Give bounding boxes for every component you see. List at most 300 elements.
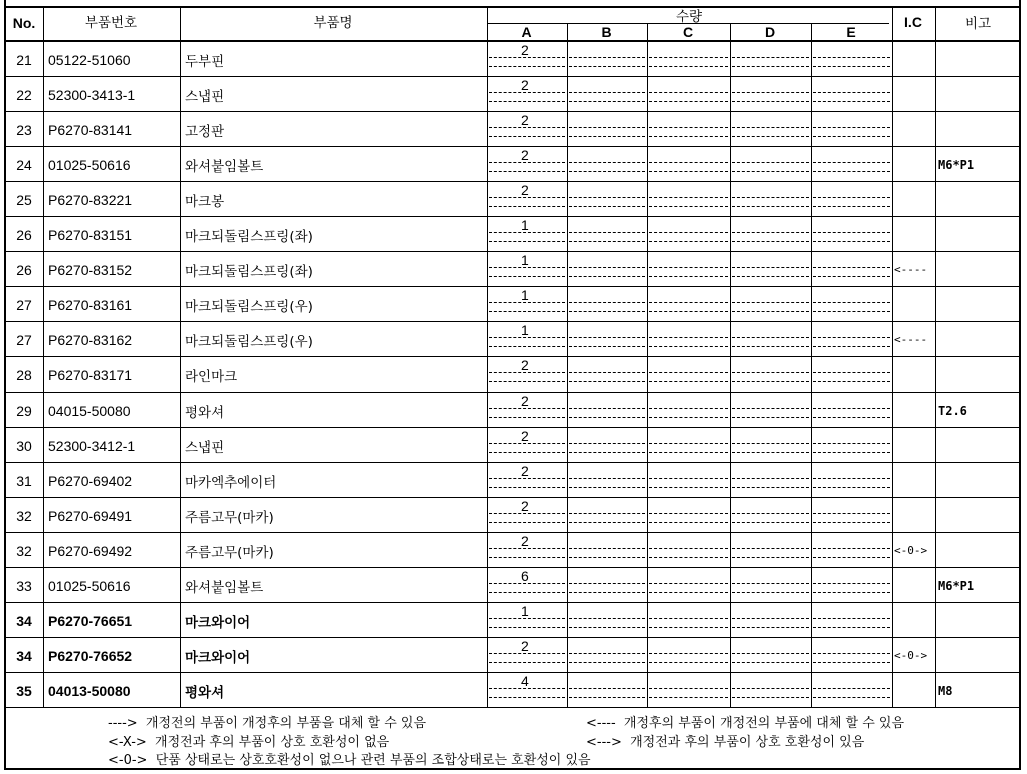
qty-dashed-line (813, 241, 890, 242)
qty-dashed-line (813, 452, 890, 453)
qty-dashed-line (732, 241, 809, 242)
qty-dashed-line (489, 241, 565, 242)
row-qty-a: 2 (521, 498, 529, 514)
row-remark (938, 183, 1020, 216)
qty-dashed-line (649, 311, 728, 312)
qty-dashed-line (649, 627, 728, 628)
qty-dashed-line (489, 136, 565, 137)
qty-dashed-line (569, 101, 645, 102)
row-qty-a: 1 (521, 252, 529, 268)
qty-dashed-line (649, 66, 728, 67)
qty-dashed-line (732, 302, 809, 303)
qty-dashed-line (732, 92, 809, 93)
qty-dashed-line (569, 592, 645, 593)
qty-dashed-line (813, 548, 890, 549)
qty-dashed-line (732, 583, 809, 584)
row-part-number: 04015-50080 (48, 402, 131, 419)
row-remark (938, 253, 1020, 286)
row-no: 30 (16, 437, 32, 454)
qty-dashed-line (649, 127, 728, 128)
qty-dashed-line (569, 381, 645, 382)
qty-dashed-line (732, 232, 809, 233)
header-quantity: 수량 (675, 8, 703, 25)
row-ic (894, 464, 934, 497)
row-remark: M6*P1 (938, 578, 975, 593)
qty-dashed-line (732, 653, 809, 654)
qty-dashed-line (649, 267, 728, 268)
qty-dashed-line (649, 276, 728, 277)
qty-dashed-line (569, 276, 645, 277)
qty-dashed-line (649, 697, 728, 698)
qty-dashed-line (649, 241, 728, 242)
qty-dashed-line (569, 513, 645, 514)
row-remark (938, 499, 1020, 532)
qty-dashed-line (569, 127, 645, 128)
row-ic (894, 674, 934, 707)
row-qty-a: 2 (521, 393, 529, 409)
qty-dashed-line (489, 697, 565, 698)
row-part-name: 마크와이어 (185, 614, 251, 631)
row-no: 21 (16, 51, 32, 68)
qty-dashed-line (732, 162, 809, 163)
qty-dashed-line (813, 311, 890, 312)
qty-dashed-line (489, 302, 565, 303)
qty-dashed-line (813, 302, 890, 303)
row-ic (894, 218, 934, 251)
qty-dashed-line (732, 627, 809, 628)
row-part-name: 스냅핀 (185, 88, 225, 105)
qty-dashed-line (569, 92, 645, 93)
qty-dashed-line (489, 127, 565, 128)
qty-dashed-line (569, 443, 645, 444)
qty-dashed-line (813, 653, 890, 654)
row-part-number: P6270-69402 (48, 472, 133, 489)
row-no: 26 (16, 226, 32, 243)
qty-dashed-line (813, 206, 890, 207)
row-qty-a: 2 (521, 112, 529, 128)
qty-dashed-line (813, 697, 890, 698)
qty-dashed-line (732, 197, 809, 198)
qty-dashed-line (569, 136, 645, 137)
row-ic (894, 358, 934, 391)
qty-dashed-line (649, 688, 728, 689)
row-remark: T2.6 (938, 403, 967, 418)
qty-dashed-line (649, 443, 728, 444)
row-qty-a: 2 (521, 428, 529, 444)
qty-dashed-line (813, 127, 890, 128)
qty-dashed-line (569, 346, 645, 347)
row-remark: M8 (938, 683, 953, 698)
qty-dashed-line (569, 408, 645, 409)
row-part-number: P6270-69492 (48, 542, 133, 559)
header-qty-col-b: B (601, 24, 612, 40)
qty-dashed-line (489, 372, 565, 373)
row-part-name: 와셔붙임볼트 (185, 158, 264, 175)
legend-line-2-left: <-X-> 개정전과 후의 부품이 상호 호환성이 없음 (108, 735, 390, 750)
qty-dashed-line (813, 57, 890, 58)
qty-dashed-line (813, 66, 890, 67)
qty-dashed-line (732, 337, 809, 338)
row-divider (6, 111, 1019, 112)
qty-dashed-line (569, 311, 645, 312)
row-part-name: 마크와이어 (185, 649, 251, 666)
row-remark (938, 43, 1020, 76)
table-top-border (6, 6, 1019, 8)
qty-dashed-line (813, 417, 890, 418)
qty-dashed-line (649, 162, 728, 163)
row-part-name: 라인마크 (185, 368, 238, 385)
row-no: 31 (16, 472, 32, 489)
qty-dashed-line (569, 548, 645, 549)
qty-dashed-line (732, 688, 809, 689)
qty-dashed-line (732, 417, 809, 418)
qty-dashed-line (732, 267, 809, 268)
row-ic: <-0-> (894, 649, 928, 663)
row-remark (938, 429, 1020, 462)
qty-dashed-line (813, 478, 890, 479)
qty-dashed-line (649, 197, 728, 198)
qty-dashed-line (489, 557, 565, 558)
qty-dashed-line (732, 478, 809, 479)
qty-dashed-line (649, 57, 728, 58)
header-bottom-border (6, 40, 1019, 42)
legend-line-1-right: <---- 개정후의 부품이 개정전의 부품에 대체 할 수 있음 (586, 716, 905, 731)
row-part-name: 마크되돌림스프링(좌) (185, 263, 313, 280)
row-ic (894, 43, 934, 76)
legend-line-1-left: ----> 개정전의 부품이 개정후의 부품을 대체 할 수 있음 (108, 716, 427, 731)
row-remark (938, 78, 1020, 111)
qty-dashed-line (569, 557, 645, 558)
qty-dashed-line (569, 337, 645, 338)
qty-dashed-line (813, 346, 890, 347)
qty-dashed-line (649, 171, 728, 172)
row-no: 32 (16, 507, 32, 524)
row-ic (894, 569, 934, 602)
row-part-name: 마크되돌림스프링(우) (185, 333, 313, 350)
qty-dashed-line (813, 487, 890, 488)
qty-dashed-line (732, 548, 809, 549)
qty-dashed-line (569, 302, 645, 303)
row-qty-a: 2 (521, 463, 529, 479)
qty-dashed-line (732, 513, 809, 514)
qty-dashed-line (813, 618, 890, 619)
qty-dashed-line (569, 618, 645, 619)
qty-dashed-line (813, 197, 890, 198)
row-no: 26 (16, 261, 32, 278)
row-divider (6, 462, 1019, 463)
qty-dashed-line (732, 381, 809, 382)
legend-line-3: <-0-> 단품 상태로는 상호호환성이 없으나 관련 부품의 조합상태로는 호환성이 있음 (108, 753, 591, 768)
qty-dashed-line (489, 653, 565, 654)
qty-dashed-line (489, 92, 565, 93)
qty-dashed-line (649, 136, 728, 137)
qty-dashed-line (489, 197, 565, 198)
qty-dashed-line (813, 443, 890, 444)
qty-dashed-line (489, 688, 565, 689)
row-remark (938, 464, 1020, 497)
row-part-number: 04013-50080 (48, 682, 131, 699)
qty-dashed-line (813, 627, 890, 628)
header-qty-col-c: C (682, 24, 694, 40)
row-remark: M6*P1 (938, 157, 975, 172)
row-part-name: 주름고무(마카) (185, 544, 274, 561)
header-no: No. (12, 15, 36, 31)
row-no: 25 (16, 191, 32, 208)
qty-dashed-line (813, 337, 890, 338)
qty-dashed-line (813, 171, 890, 172)
row-ic (894, 183, 934, 216)
qty-dashed-line (732, 618, 809, 619)
row-part-name: 와셔붙임볼트 (185, 579, 264, 596)
row-qty-a: 6 (521, 568, 529, 584)
qty-dashed-line (649, 417, 728, 418)
qty-dashed-line (489, 583, 565, 584)
qty-dashed-line (732, 452, 809, 453)
qty-dashed-line (813, 408, 890, 409)
row-ic: <---- (894, 333, 928, 347)
row-part-number: P6270-83141 (48, 121, 133, 138)
row-qty-a: 2 (521, 533, 529, 549)
qty-dashed-line (813, 372, 890, 373)
row-remark (938, 639, 1020, 672)
qty-dashed-line (649, 522, 728, 523)
qty-dashed-line (732, 101, 809, 102)
qty-dashed-line (489, 443, 565, 444)
row-divider (6, 146, 1019, 147)
qty-dashed-line (732, 171, 809, 172)
row-ic (894, 604, 934, 637)
qty-dashed-line (813, 232, 890, 233)
row-qty-a: 2 (521, 638, 529, 654)
qty-dashed-line (569, 697, 645, 698)
qty-dashed-line (569, 241, 645, 242)
qty-dashed-line (489, 162, 565, 163)
column-divider (730, 23, 731, 707)
qty-dashed-line (489, 337, 565, 338)
qty-dashed-line (489, 513, 565, 514)
row-remark (938, 604, 1020, 637)
row-divider (6, 532, 1019, 533)
qty-dashed-line (569, 452, 645, 453)
row-divider (6, 497, 1019, 498)
qty-dashed-line (732, 408, 809, 409)
column-divider (567, 23, 568, 707)
qty-dashed-line (732, 557, 809, 558)
qty-dashed-line (732, 66, 809, 67)
row-qty-a: 1 (521, 603, 529, 619)
row-part-number: P6270-83162 (48, 331, 133, 348)
row-qty-a: 4 (521, 673, 529, 689)
qty-dashed-line (489, 478, 565, 479)
qty-dashed-line (732, 372, 809, 373)
qty-dashed-line (649, 381, 728, 382)
column-divider (811, 23, 812, 707)
row-qty-a: 1 (521, 217, 529, 233)
column-divider (647, 23, 648, 707)
qty-dashed-line (732, 487, 809, 488)
row-part-number: P6270-83221 (48, 191, 133, 208)
row-divider (6, 286, 1019, 287)
qty-dashed-line (732, 136, 809, 137)
row-ic: <-0-> (894, 544, 928, 558)
qty-dashed-line (649, 662, 728, 663)
header-qty-col-d: D (764, 24, 776, 40)
header-part-name: 부품명 (313, 15, 353, 31)
qty-dashed-line (813, 688, 890, 689)
qty-dashed-line (813, 276, 890, 277)
row-remark (938, 288, 1020, 321)
qty-dashed-line (489, 346, 565, 347)
row-divider (6, 427, 1019, 428)
row-no: 27 (16, 331, 32, 348)
qty-dashed-line (489, 548, 565, 549)
row-part-name: 두부핀 (185, 53, 225, 70)
row-part-name: 마크봉 (185, 193, 225, 210)
header-qty-col-e: E (846, 24, 856, 40)
row-divider (6, 356, 1019, 357)
qty-dashed-line (489, 66, 565, 67)
qty-dashed-line (649, 557, 728, 558)
qty-dashed-line (813, 381, 890, 382)
qty-dashed-line (732, 311, 809, 312)
qty-dashed-line (649, 346, 728, 347)
qty-dashed-line (813, 662, 890, 663)
qty-dashed-line (649, 592, 728, 593)
row-no: 33 (16, 577, 32, 594)
qty-dashed-line (489, 232, 565, 233)
qty-dashed-line (649, 548, 728, 549)
qty-dashed-line (489, 311, 565, 312)
qty-dashed-line (649, 478, 728, 479)
parts-list-table (4, 0, 1021, 770)
qty-dashed-line (569, 57, 645, 58)
row-divider (6, 216, 1019, 217)
row-ic (894, 499, 934, 532)
qty-dashed-line (569, 232, 645, 233)
qty-dashed-line (813, 557, 890, 558)
legend-line-2-right: <---> 개정전과 후의 부품이 상호 호환성이 있음 (586, 735, 865, 750)
row-part-number: P6270-69491 (48, 507, 133, 524)
qty-dashed-line (569, 162, 645, 163)
qty-dashed-line (732, 443, 809, 444)
row-qty-a: 1 (521, 322, 529, 338)
row-no: 24 (16, 156, 32, 173)
table-bottom-border (6, 707, 1019, 708)
qty-dashed-line (489, 408, 565, 409)
header-qty-col-a: A (521, 24, 532, 40)
row-remark (938, 358, 1020, 391)
qty-dashed-line (569, 171, 645, 172)
header-part-number: 부품번호 (84, 15, 138, 31)
row-divider (6, 602, 1019, 603)
row-part-number: 01025-50616 (48, 156, 131, 173)
qty-dashed-line (489, 206, 565, 207)
qty-dashed-line (732, 697, 809, 698)
row-divider (6, 392, 1019, 393)
qty-dashed-line (732, 346, 809, 347)
qty-dashed-line (489, 101, 565, 102)
row-part-name: 주름고무(마카) (185, 509, 274, 526)
row-qty-a: 1 (521, 287, 529, 303)
qty-dashed-line (649, 618, 728, 619)
qty-dashed-line (732, 662, 809, 663)
qty-dashed-line (649, 452, 728, 453)
row-part-name: 고정판 (185, 123, 225, 140)
row-no: 29 (16, 402, 32, 419)
row-remark (938, 113, 1020, 146)
qty-dashed-line (489, 57, 565, 58)
qty-dashed-line (489, 522, 565, 523)
row-part-number: P6270-76652 (48, 647, 133, 664)
row-part-number: 05122-51060 (48, 51, 131, 68)
qty-dashed-line (569, 478, 645, 479)
qty-dashed-line (569, 267, 645, 268)
qty-dashed-line (569, 206, 645, 207)
qty-dashed-line (732, 206, 809, 207)
qty-dashed-line (489, 267, 565, 268)
qty-dashed-line (649, 487, 728, 488)
row-part-number: 01025-50616 (48, 577, 131, 594)
row-remark (938, 218, 1020, 251)
qty-dashed-line (569, 372, 645, 373)
row-no: 32 (16, 542, 32, 559)
qty-dashed-line (649, 232, 728, 233)
row-no: 34 (16, 647, 32, 664)
row-remark (938, 534, 1020, 567)
row-divider (6, 181, 1019, 182)
qty-dashed-line (813, 92, 890, 93)
row-ic (894, 394, 934, 427)
row-no: 34 (16, 612, 32, 629)
qty-dashed-line (813, 267, 890, 268)
qty-dashed-line (732, 57, 809, 58)
qty-dashed-line (813, 592, 890, 593)
row-part-number: P6270-83161 (48, 296, 133, 313)
qty-dashed-line (813, 101, 890, 102)
row-part-name: 평와셔 (185, 404, 225, 421)
row-qty-a: 2 (521, 147, 529, 163)
row-no: 27 (16, 296, 32, 313)
qty-dashed-line (489, 627, 565, 628)
qty-dashed-line (489, 662, 565, 663)
qty-dashed-line (489, 171, 565, 172)
qty-dashed-line (649, 92, 728, 93)
row-part-name: 마크되돌림스프링(우) (185, 298, 313, 315)
qty-dashed-line (732, 127, 809, 128)
row-part-name: 평와셔 (185, 684, 225, 701)
row-ic (894, 429, 934, 462)
row-part-name: 마크되돌림스프링(좌) (185, 228, 313, 245)
qty-dashed-line (732, 276, 809, 277)
row-part-number: 52300-3412-1 (48, 437, 136, 454)
qty-dashed-line (813, 583, 890, 584)
qty-dashed-line (649, 302, 728, 303)
qty-dashed-line (489, 276, 565, 277)
row-ic: <---- (894, 263, 928, 277)
row-part-name: 스냅핀 (185, 439, 225, 456)
qty-dashed-line (489, 592, 565, 593)
qty-dashed-line (813, 162, 890, 163)
qty-dashed-line (569, 417, 645, 418)
row-part-number: P6270-83152 (48, 261, 133, 278)
qty-dashed-line (649, 372, 728, 373)
row-ic (894, 288, 934, 321)
row-part-number: P6270-76651 (48, 612, 133, 629)
qty-dashed-line (569, 653, 645, 654)
header-ic: I.C (904, 14, 922, 30)
row-ic (894, 78, 934, 111)
row-no: 28 (16, 366, 32, 383)
